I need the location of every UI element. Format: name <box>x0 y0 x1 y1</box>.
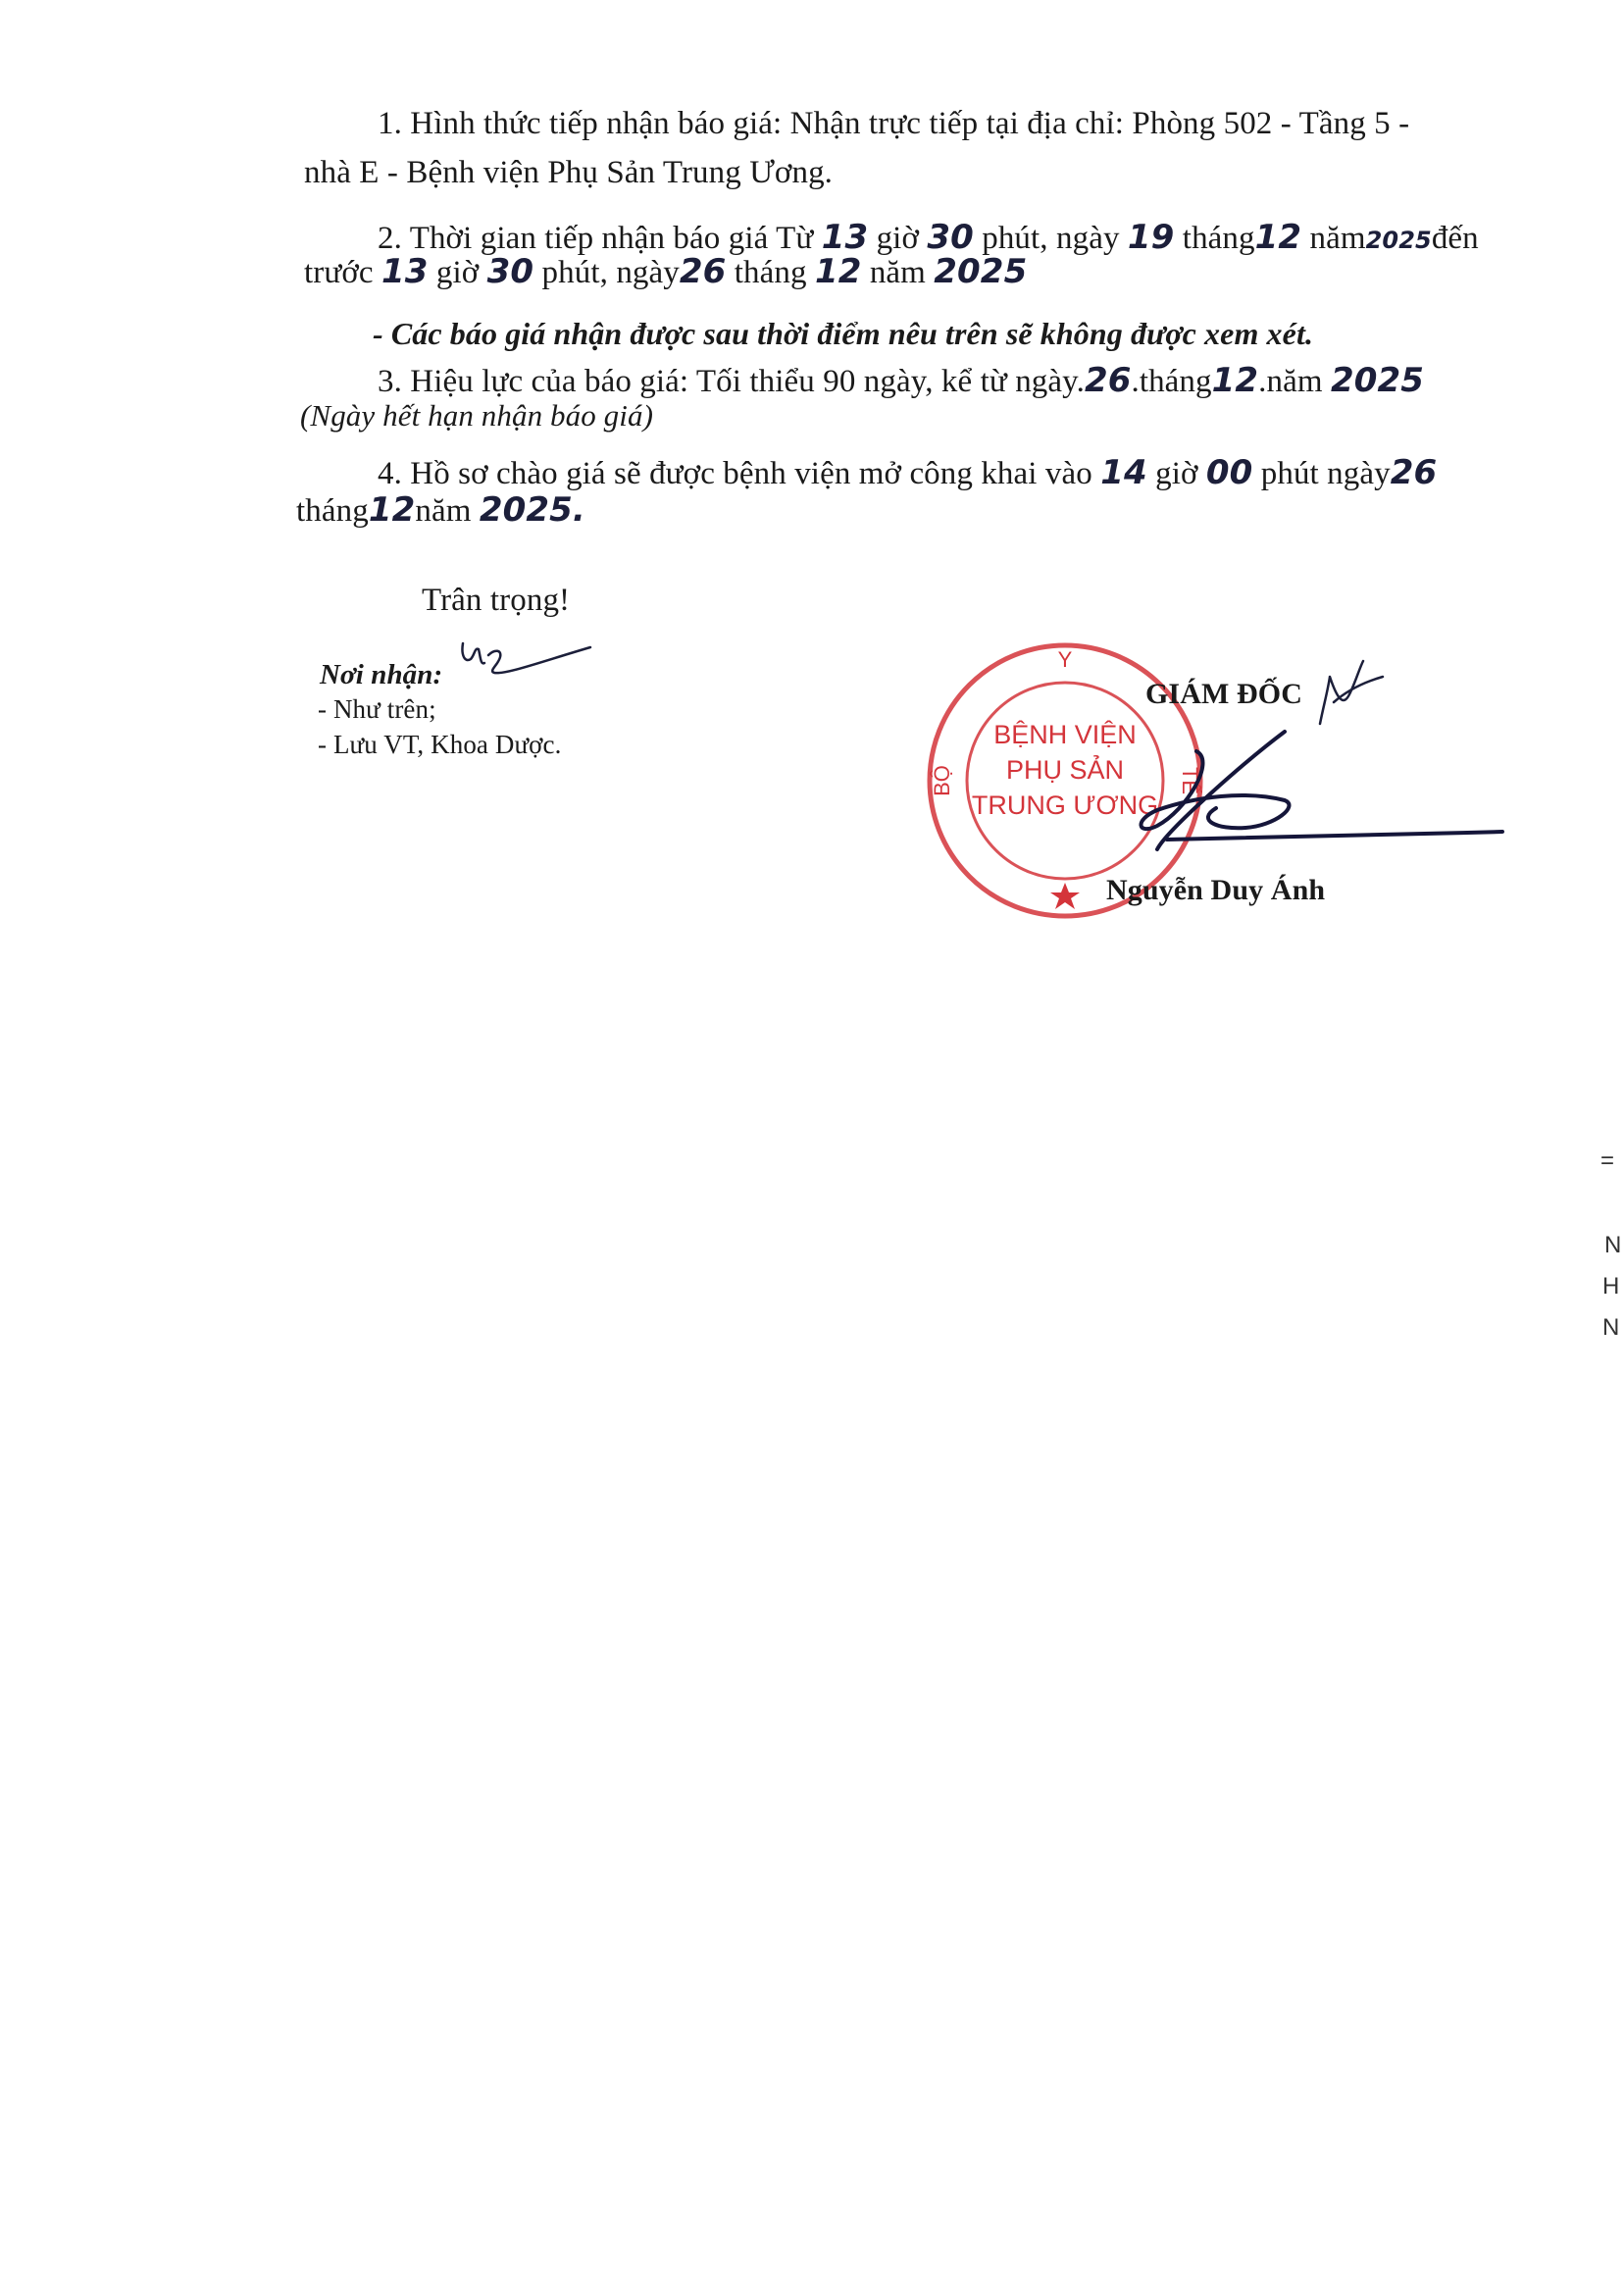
closing-text: Trân trọng! <box>422 583 571 618</box>
handwritten-item3-day: 26 <box>1084 361 1132 400</box>
item2-phut-ngay2: phút, ngày <box>541 255 680 290</box>
item2-truoc: trước <box>304 255 374 290</box>
item2-den: đến <box>1431 221 1479 256</box>
item3-line1 <box>378 361 1424 401</box>
item2-thang2: tháng <box>734 255 807 290</box>
item3-thang: .tháng <box>1131 364 1212 399</box>
seal-left-letters: BỘ <box>930 765 954 796</box>
handwritten-from-year: 2025 <box>1365 227 1432 254</box>
handwritten-item3-year: 2025 <box>1330 361 1425 400</box>
handwritten-to-day: 26 <box>679 252 727 291</box>
director-signature <box>1128 702 1510 869</box>
handwritten-from-hour: 13 <box>821 218 869 257</box>
handwritten-to-minute: 30 <box>486 252 534 291</box>
recipient-item-2: - Lưu VT, Khoa Dược. <box>318 730 562 759</box>
item4-phut-ngay: phút ngày <box>1260 456 1391 491</box>
recipients-heading: Nơi nhận: <box>320 659 443 690</box>
item2-prefix: 2. Thời gian tiếp nhận báo giá Từ <box>378 221 814 256</box>
item2-line2 <box>304 252 1027 292</box>
margin-mark-2: N <box>1604 1232 1622 1258</box>
item1-line1: 1. Hình thức tiếp nhận báo giá: Nhận trực tiếp tại địa chỉ: Phòng 502 - Tầng 5 - <box>378 106 1410 141</box>
item4-line1 <box>378 453 1437 493</box>
item3-note: (Ngày hết hạn nhận báo giá) <box>300 398 654 433</box>
seal-line-2: PHỤ SẢN <box>1005 755 1125 785</box>
item2-gio2: giờ <box>435 255 480 290</box>
handwritten-from-month: 12 <box>1254 218 1302 257</box>
item2-note: - Các báo giá nhận được sau thời điểm nêu trên sẽ không được xem xét. <box>373 316 1314 351</box>
handwritten-from-day: 19 <box>1127 218 1175 257</box>
handwritten-to-hour: 13 <box>381 252 429 291</box>
item2-gio1: giờ <box>876 221 919 256</box>
item2-thang1: tháng <box>1182 221 1255 256</box>
handwritten-item4-day: 26 <box>1390 453 1438 492</box>
handwritten-item4-minute: 00 <box>1205 453 1253 492</box>
margin-mark-3: H <box>1602 1273 1620 1300</box>
item1-line2: nhà E - Bệnh viện Phụ Sản Trung Ương. <box>304 155 834 190</box>
handwritten-to-month: 12 <box>814 252 862 291</box>
handwritten-to-year: 2025 <box>934 252 1028 291</box>
recipient-item-1: - Như trên; <box>318 694 436 724</box>
handwritten-item4-year: 2025 <box>479 490 573 530</box>
item2-nam1: năm <box>1309 221 1366 256</box>
seal-star-icon <box>1050 883 1080 909</box>
signer-name: Nguyễn Duy Ánh <box>1106 874 1326 906</box>
item3-prefix: 3. Hiệu lực của báo giá: Tối thiểu 90 ngày, kể từ ngày. <box>378 364 1085 399</box>
seal-top-letter: Y <box>1057 647 1073 672</box>
initials-mark <box>455 636 602 690</box>
handwritten-from-minute: 30 <box>927 218 974 257</box>
seal-right-letters: TẾ <box>1178 766 1202 795</box>
item4-nam: năm <box>415 493 472 529</box>
item4-prefix: 4. Hồ sơ chào giá sẽ được bệnh viện mở công khai vào <box>378 456 1092 491</box>
item3-nam: .năm <box>1258 364 1323 399</box>
item2-nam2: năm <box>869 255 926 290</box>
seal-line-3: TRUNG ƯƠNG <box>971 790 1159 820</box>
margin-mark-1: = <box>1600 1147 1615 1174</box>
handwritten-item3-month: 12 <box>1211 361 1259 400</box>
item4-thang: tháng <box>296 493 369 529</box>
handwritten-item4-month: 12 <box>368 490 416 530</box>
handwritten-item4-hour: 14 <box>1100 453 1147 492</box>
signature-title: GIÁM ĐỐC <box>1145 678 1302 710</box>
item4-gio: giờ <box>1155 456 1198 491</box>
item2-phut-ngay1: phút, ngày <box>982 221 1120 256</box>
item4-end: . <box>572 490 585 530</box>
seal-line-1: BỆNH VIỆN <box>993 720 1137 749</box>
margin-mark-4: N <box>1602 1314 1620 1341</box>
item4-line2 <box>296 490 585 531</box>
